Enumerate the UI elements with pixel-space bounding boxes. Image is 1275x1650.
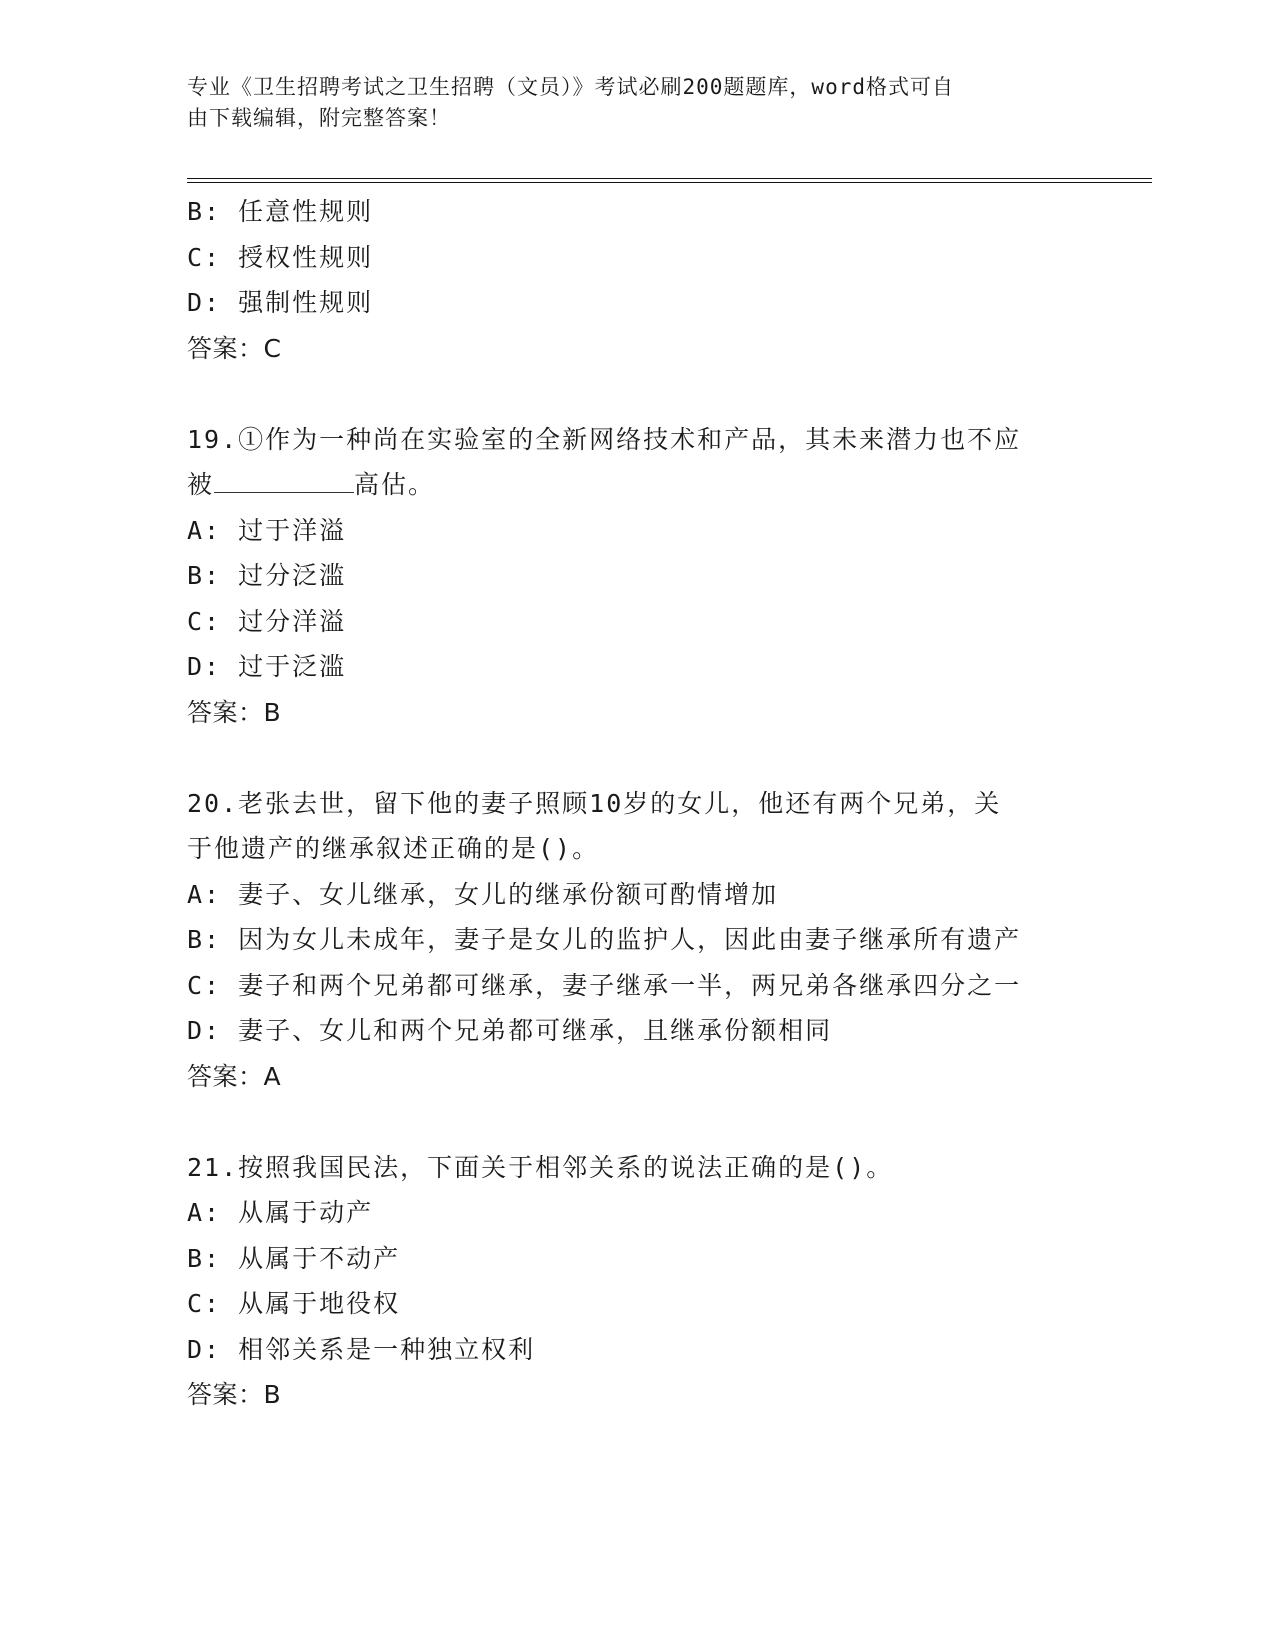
option-d: D: 过于泛滥 [187, 652, 347, 681]
option-b: B: 因为女儿未成年，妻子是女儿的监护人，因此由妻子继承所有遗产 [187, 925, 1022, 954]
answer-line: 答案：A [187, 1061, 282, 1091]
header-divider-bottom [187, 182, 1152, 183]
header-title-line-2: 由下载编辑，附完整答案！ [187, 106, 451, 130]
option-d: D: 强制性规则 [187, 288, 374, 317]
option-a: A: 妻子、女儿继承，女儿的继承份额可酌情增加 [187, 879, 779, 909]
question-list [187, 189, 1087, 1418]
option-d: D: 妻子、女儿和两个兄弟都可继承，且继承份额相同 [187, 1016, 833, 1045]
stem-text-after-blank: 高估。 [354, 470, 436, 499]
question-spacer [187, 371, 1087, 417]
answer-line: 答案：B [187, 697, 282, 727]
question-spacer [187, 735, 1087, 781]
page-header [187, 72, 1067, 134]
question-stem-continued: 于他遗产的继承叙述正确的是()。 [187, 834, 600, 863]
option-a: A: 从属于动产 [187, 1198, 374, 1227]
option-c: C: 授权性规则 [187, 242, 374, 272]
answer-line: 答案：C [187, 333, 282, 363]
option-c: C: 过分洋溢 [187, 606, 347, 636]
question-stem: 19.①作为一种尚在实验室的全新网络技术和产品，其未来潜力也不应 [187, 424, 1022, 454]
question-20 [187, 781, 1087, 1100]
question-stem: 20.老张去世，留下他的妻子照顾10岁的女儿，他还有两个兄弟，关 [187, 788, 1002, 818]
option-a: A: 过于洋溢 [187, 515, 347, 545]
question-21 [187, 1145, 1087, 1418]
question-stem: 21.按照我国民法，下面关于相邻关系的说法正确的是()。 [187, 1152, 894, 1182]
header-divider-top [187, 178, 1152, 179]
question-19 [187, 417, 1087, 736]
option-b: B: 过分泛滥 [187, 561, 347, 590]
question-18-tail [187, 189, 1087, 371]
option-b: B: 任意性规则 [187, 197, 374, 226]
option-b: B: 从属于不动产 [187, 1243, 401, 1273]
stem-text-before-blank: 被 [187, 470, 215, 499]
header-title-line-1: 专业《卫生招聘考试之卫生招聘（文员）》考试必刷200题题库，word格式可自 [187, 75, 954, 99]
option-c: C: 从属于地役权 [187, 1289, 401, 1318]
option-d: D: 相邻关系是一种独立权利 [187, 1334, 536, 1364]
question-stem-continued [187, 462, 1087, 508]
option-c: C: 妻子和两个兄弟都可继承，妻子继承一半，两兄弟各继承四分之一 [187, 970, 1022, 1000]
question-spacer [187, 1099, 1087, 1145]
answer-line: 答案：B [187, 1380, 282, 1409]
fill-in-blank [214, 464, 354, 493]
